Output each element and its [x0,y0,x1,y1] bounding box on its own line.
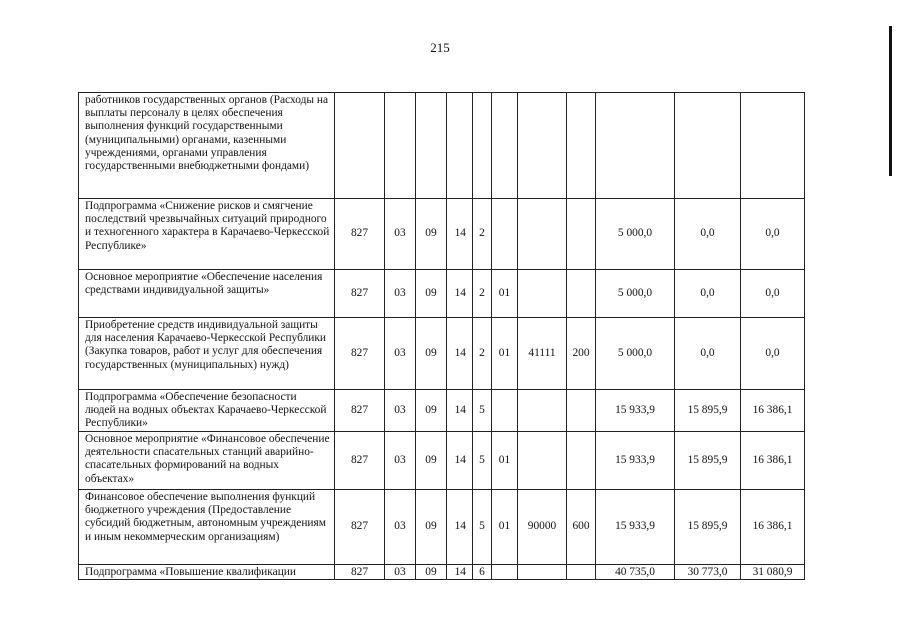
code-ministry: 827 [335,390,385,432]
table-row [79,565,805,580]
table-row [79,390,805,432]
code-direction [518,93,567,199]
code-ministry: 827 [335,199,385,270]
code-subprogram: 2 [473,199,492,270]
code-activity [492,565,518,580]
amount-year-1 [596,93,675,199]
code-expense-type [567,390,596,432]
code-activity [492,199,518,270]
table-row [79,318,805,390]
amount-year-2 [675,93,741,199]
amount-year-3: 16 386,1 [741,490,805,565]
code-expense-type [567,199,596,270]
code-expense-type [567,93,596,199]
amount-year-3: 31 080,9 [741,565,805,580]
code-section: 03 [385,270,416,318]
amount-year-1: 5 000,0 [596,270,675,318]
table-body [79,93,805,580]
code-expense-type: 600 [567,490,596,565]
code-ministry [335,93,385,199]
code-subsection: 09 [416,270,447,318]
code-activity: 01 [492,270,518,318]
code-section [385,93,416,199]
code-subsection: 09 [416,490,447,565]
code-expense-type: 200 [567,318,596,390]
table-row [79,490,805,565]
amount-year-2: 15 895,9 [675,432,741,490]
code-direction [518,270,567,318]
table-row [79,93,805,199]
code-activity: 01 [492,432,518,490]
code-direction [518,199,567,270]
amount-year-2: 15 895,9 [675,490,741,565]
amount-year-1: 40 735,0 [596,565,675,580]
code-activity: 01 [492,318,518,390]
code-direction [518,565,567,580]
code-direction: 90000 [518,490,567,565]
code-ministry: 827 [335,565,385,580]
row-name: Приобретение средств индивидуальной защиты для населения Карачаево-Черкесской Республики (Закупка товаров, работ и услуг для обеспечения государственных (муниципальных) нужд) [79,318,335,390]
code-expense-type [567,432,596,490]
code-target-program [447,93,473,199]
scan-edge-line [889,26,892,176]
amount-year-1: 5 000,0 [596,318,675,390]
code-ministry: 827 [335,490,385,565]
code-subsection: 09 [416,565,447,580]
row-name: Основное мероприятие «Финансовое обеспечение деятельности спасательных станций аварийно-спасательных формирований на водных объектах» [79,432,335,490]
table-row [79,199,805,270]
amount-year-1: 15 933,9 [596,432,675,490]
code-subprogram [473,93,492,199]
code-subprogram: 2 [473,270,492,318]
code-subprogram: 2 [473,318,492,390]
budget-table [78,92,805,580]
code-section: 03 [385,390,416,432]
code-section: 03 [385,318,416,390]
page-number: 215 [430,40,450,55]
code-target-program: 14 [447,390,473,432]
table-row [79,432,805,490]
code-activity: 01 [492,490,518,565]
code-direction [518,390,567,432]
row-name: Основное мероприятие «Обеспечение населения средствами индивидуальной защиты» [79,270,335,318]
code-ministry: 827 [335,318,385,390]
amount-year-1: 15 933,9 [596,390,675,432]
amount-year-3: 0,0 [741,199,805,270]
code-subsection: 09 [416,199,447,270]
amount-year-2: 15 895,9 [675,390,741,432]
code-ministry: 827 [335,432,385,490]
code-subsection: 09 [416,318,447,390]
code-target-program: 14 [447,318,473,390]
code-target-program: 14 [447,490,473,565]
row-name: Подпрограмма «Повышение квалификации [79,565,335,580]
amount-year-2: 0,0 [675,199,741,270]
code-section: 03 [385,565,416,580]
code-expense-type [567,270,596,318]
amount-year-1: 15 933,9 [596,490,675,565]
code-direction [518,432,567,490]
table-row [79,270,805,318]
code-subsection: 09 [416,432,447,490]
code-target-program: 14 [447,565,473,580]
amount-year-2: 0,0 [675,270,741,318]
code-section: 03 [385,199,416,270]
code-direction: 41111 [518,318,567,390]
code-target-program: 14 [447,432,473,490]
row-name: Финансовое обеспечение выполнения функций бюджетного учреждения (Предоставление субсидий бюджетным, автономным учреждениям и иным некоммерческим организациям) [79,490,335,565]
row-name: Подпрограмма «Снижение рисков и смягчение последствий чрезвычайных ситуаций природного и техногенного характера в Карачаево-Черкесской Республике» [79,199,335,270]
amount-year-3 [741,93,805,199]
amount-year-3: 16 386,1 [741,432,805,490]
amount-year-2: 0,0 [675,318,741,390]
code-subsection: 09 [416,390,447,432]
amount-year-2: 30 773,0 [675,565,741,580]
row-name: Подпрограмма «Обеспечение безопасности людей на водных объектах Карачаево-Черкесской Республики» [79,390,335,432]
code-section: 03 [385,490,416,565]
code-ministry: 827 [335,270,385,318]
code-subprogram: 5 [473,390,492,432]
code-subprogram: 6 [473,565,492,580]
code-target-program: 14 [447,270,473,318]
code-section: 03 [385,432,416,490]
code-subprogram: 5 [473,432,492,490]
code-activity [492,390,518,432]
row-name: работников государственных органов (Расходы на выплаты персоналу в целях обеспечения выполнения функций государственными (муниципальными) органами, казенными учреждениями, органами управления государственными внебюджетными фондами) [79,93,335,199]
code-subsection [416,93,447,199]
amount-year-1: 5 000,0 [596,199,675,270]
amount-year-3: 16 386,1 [741,390,805,432]
amount-year-3: 0,0 [741,318,805,390]
code-activity [492,93,518,199]
amount-year-3: 0,0 [741,270,805,318]
code-target-program: 14 [447,199,473,270]
code-subprogram: 5 [473,490,492,565]
code-expense-type [567,565,596,580]
